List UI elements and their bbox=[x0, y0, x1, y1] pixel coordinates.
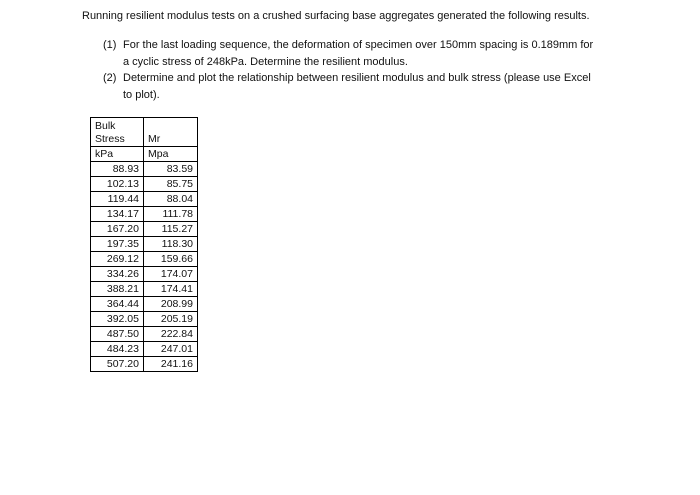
table-row bbox=[91, 267, 198, 282]
unit-row bbox=[91, 147, 198, 162]
header-mr: Mr bbox=[144, 118, 198, 147]
table-row bbox=[91, 297, 198, 312]
mr-cell: 83.59 bbox=[144, 162, 198, 177]
question-1 bbox=[103, 37, 623, 71]
table-row bbox=[91, 252, 198, 267]
bulk-stress-cell: 484.23 bbox=[91, 342, 144, 357]
bulk-stress-cell: 119.44 bbox=[91, 192, 144, 207]
mr-cell: 247.01 bbox=[144, 342, 198, 357]
mr-cell: 118.30 bbox=[144, 237, 198, 252]
bulk-stress-cell: 364.44 bbox=[91, 297, 144, 312]
unit-mpa: Mpa bbox=[144, 147, 198, 162]
bulk-stress-cell: 392.05 bbox=[91, 312, 144, 327]
question-1-line1: For the last loading sequence, the deformation of specimen over 150mm spacing is 0.189mm for bbox=[123, 39, 594, 51]
table-row bbox=[91, 357, 198, 372]
intro-text: Running resilient modulus tests on a crushed surfacing base aggregates generated the following results. bbox=[82, 10, 590, 22]
mr-cell: 88.04 bbox=[144, 192, 198, 207]
mr-cell: 241.16 bbox=[144, 357, 198, 372]
mr-cell: 208.99 bbox=[144, 297, 198, 312]
mr-cell: 205.19 bbox=[144, 312, 198, 327]
unit-kpa: kPa bbox=[91, 147, 144, 162]
bulk-stress-cell: 134.17 bbox=[91, 207, 144, 222]
table-row bbox=[91, 327, 198, 342]
mr-cell: 174.07 bbox=[144, 267, 198, 282]
mr-cell: 174.41 bbox=[144, 282, 198, 297]
mr-cell: 115.27 bbox=[144, 222, 198, 237]
question-1-line2: a cyclic stress of 248kPa. Determine the resilient modulus. bbox=[123, 56, 408, 68]
question-2-number: (2) bbox=[103, 72, 117, 84]
table-row bbox=[91, 177, 198, 192]
table-row bbox=[91, 312, 198, 327]
bulk-stress-cell: 334.26 bbox=[91, 267, 144, 282]
mr-cell: 111.78 bbox=[144, 207, 198, 222]
table-row bbox=[91, 192, 198, 207]
bulk-stress-cell: 88.93 bbox=[91, 162, 144, 177]
mr-cell: 85.75 bbox=[144, 177, 198, 192]
question-2-line2: to plot). bbox=[123, 89, 160, 101]
question-2-line1: Determine and plot the relationship between resilient modulus and bulk stress (please use Excel bbox=[123, 72, 591, 84]
table-row bbox=[91, 237, 198, 252]
mr-cell: 222.84 bbox=[144, 327, 198, 342]
bulk-stress-cell: 388.21 bbox=[91, 282, 144, 297]
header-bulk-label: Bulk bbox=[95, 120, 116, 132]
table-row bbox=[91, 282, 198, 297]
results-table bbox=[90, 117, 198, 372]
table-row bbox=[91, 162, 198, 177]
header-bulk-stress bbox=[91, 118, 144, 147]
mr-cell: 159.66 bbox=[144, 252, 198, 267]
bulk-stress-cell: 102.13 bbox=[91, 177, 144, 192]
bulk-stress-cell: 507.20 bbox=[91, 357, 144, 372]
bulk-stress-cell: 487.50 bbox=[91, 327, 144, 342]
bulk-stress-cell: 167.20 bbox=[91, 222, 144, 237]
table-row bbox=[91, 222, 198, 237]
question-1-number: (1) bbox=[103, 39, 117, 51]
header-row bbox=[91, 118, 198, 147]
table-row bbox=[91, 207, 198, 222]
bulk-stress-cell: 197.35 bbox=[91, 237, 144, 252]
header-stress-label: Stress bbox=[95, 133, 125, 145]
question-2 bbox=[103, 70, 623, 104]
table-row bbox=[91, 342, 198, 357]
bulk-stress-cell: 269.12 bbox=[91, 252, 144, 267]
